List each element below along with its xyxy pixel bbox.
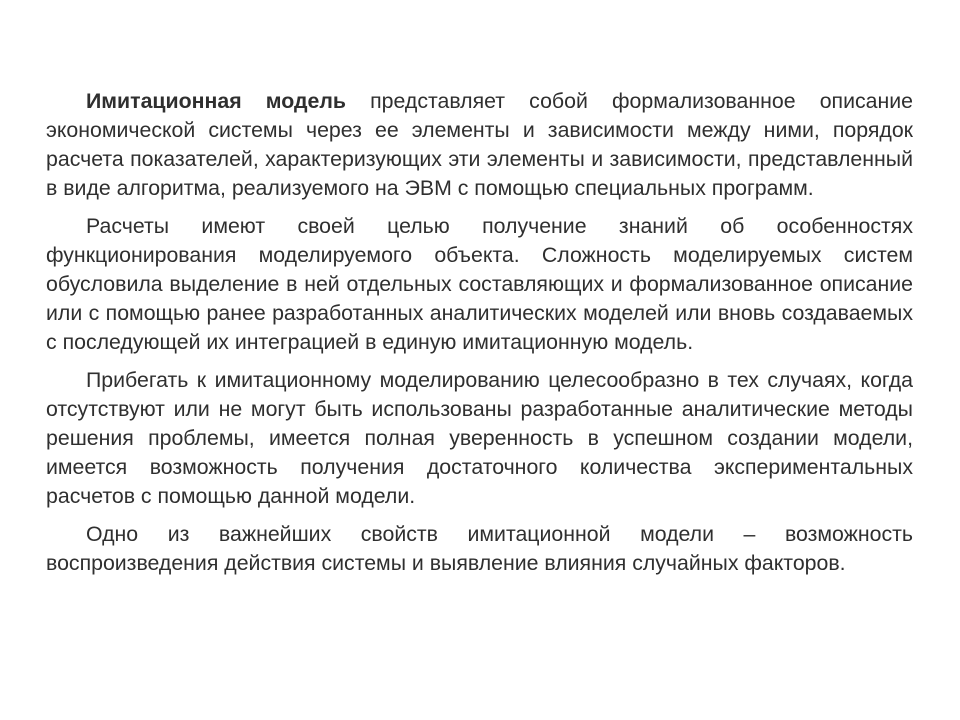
paragraph-text: Одно из важнейших свойств имитационной модели – возможность воспроизведения действия системы и выявление влияния случайных факторов.: [46, 522, 913, 575]
paragraph-text: Прибегать к имитационному моделированию целесообразно в тех случаях, когда отсутствуют или не могут быть использованы разработанные аналитические методы решения проблемы, имеется полная уверенность в успешном создании модели, имеется возможность получения достаточного количества экспериментальных расчетов с помощью данной модели.: [46, 368, 913, 508]
paragraph-text: Расчеты имеют своей целью получение знаний об особенностях функционирования моделируемого объекта. Сложность моделируемых систем обусловила выделение в ней отдельных составляющих и формализованное описание или с помощью ранее разработанных аналитических моделей или вновь создаваемых с последующей их интеграцией в единую имитационную модель.: [46, 214, 913, 354]
paragraph-text: представляет собой формализованное описание экономической системы через ее элементы и зависимости между ними, порядок расчета показателей, характеризующих эти элементы и зависимости, представленный в виде алгоритма, реализуемого на ЭВМ с помощью специальных программ.: [46, 89, 913, 200]
paragraph-purpose: [46, 212, 913, 357]
paragraph-when-to-use: [46, 366, 913, 511]
paragraph-key-property: [46, 520, 913, 578]
text-body: [46, 87, 913, 587]
term-bold: Имитационная модель: [86, 89, 346, 113]
paragraph-definition: [46, 87, 913, 203]
